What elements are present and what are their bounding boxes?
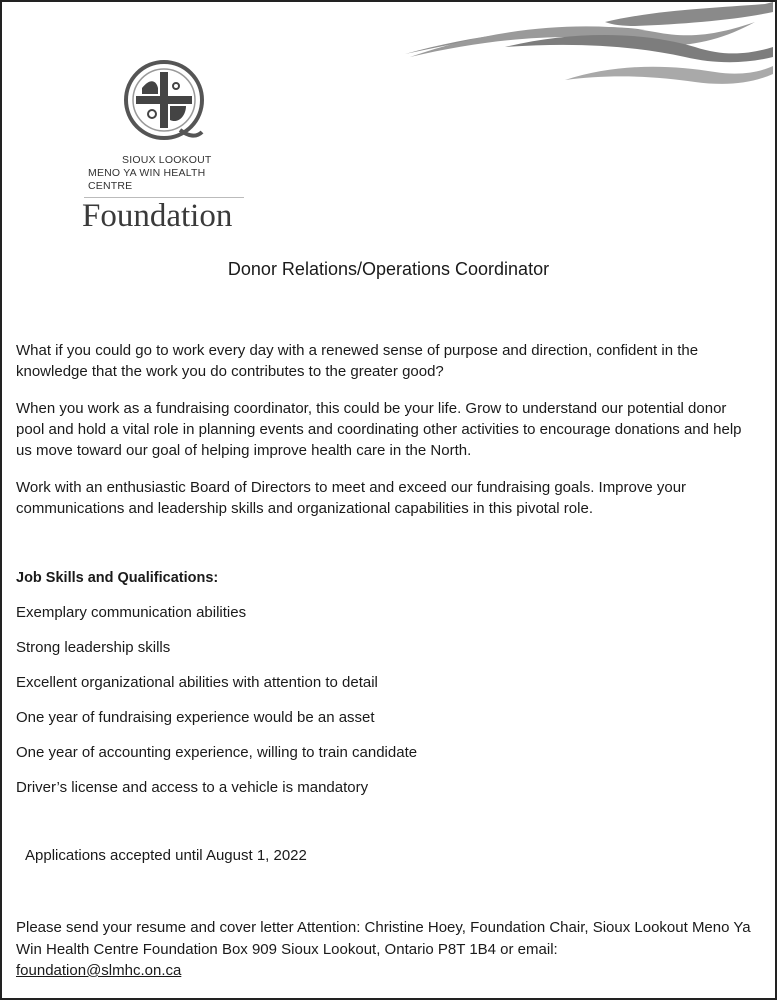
contact-email-link[interactable]: foundation@slmhc.on.ca xyxy=(16,962,182,979)
applications-deadline: Applications accepted until August 1, 2022 xyxy=(25,847,307,864)
job-title: Donor Relations/Operations Coordinator xyxy=(227,259,550,279)
foundation-wordmark: Foundation xyxy=(82,198,233,234)
intro-paragraph-1: What if you could go to work every day with a renewed sense of purpose and direction, confident in the knowledge that the work you do contributes to the greater good? xyxy=(16,342,699,380)
skill-item: Exemplary communication abilities xyxy=(16,604,247,621)
skill-item: Excellent organizational abilities with attention to detail xyxy=(16,674,378,691)
intro-paragraph-2: When you work as a fundraising coordinator, this could be your life. Grow to understand our potential donor pool and hold a vital role in planning events and coordinating other activities to encourage donations and help us move toward our goal of helping improve health care in the North. xyxy=(16,400,742,459)
org-name-line-1: SIOUX LOOKOUT xyxy=(122,154,212,166)
contact-paragraph xyxy=(16,917,756,982)
gray-swoosh-waves-icon xyxy=(395,2,775,112)
foundation-logo xyxy=(82,58,252,234)
sioux-lookout-cross-emblem-icon xyxy=(120,58,212,148)
org-name-line-2: MENO YA WIN HEALTH CENTRE xyxy=(88,167,206,192)
skill-item: One year of fundraising experience would be an asset xyxy=(16,709,375,726)
skill-item: One year of accounting experience, willing to train candidate xyxy=(16,744,418,761)
contact-text: Please send your resume and cover letter Attention: Christine Hoey, Foundation Chair, Sioux Lookout Meno Ya Win Health Centre Foundation Box 909 Sioux Lookout, Ontario P8T 1B4 or email: xyxy=(16,919,751,958)
intro-paragraph-3: Work with an enthusiastic Board of Directors to meet and exceed our fundraising goals. Improve your communications and leadership skills and organizational capabilities in this pivotal role. xyxy=(16,479,687,517)
skills-list xyxy=(16,602,417,812)
skill-item: Driver’s license and access to a vehicle is mandatory xyxy=(16,779,369,796)
skills-heading: Job Skills and Qualifications: xyxy=(16,570,219,586)
skill-item: Strong leadership skills xyxy=(16,639,171,656)
